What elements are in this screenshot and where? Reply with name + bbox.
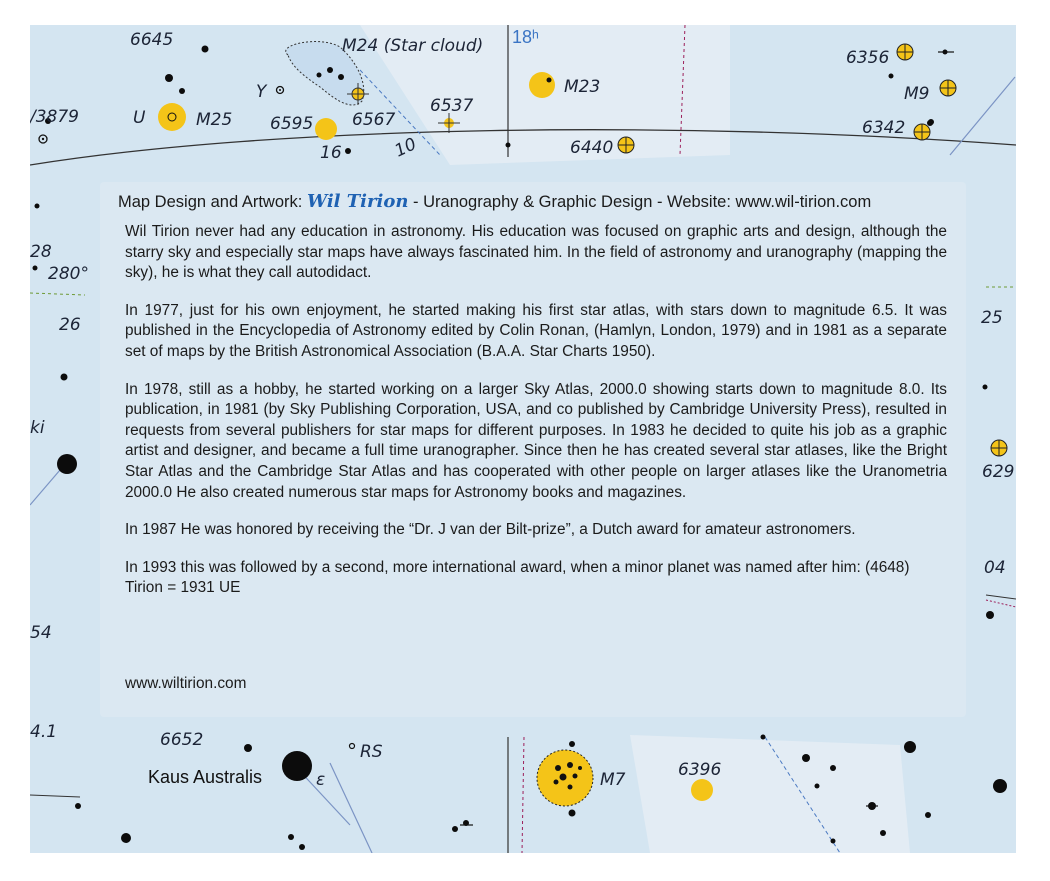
credit-line [118,191,871,212]
label-54: 54 [30,623,52,643]
label-280: 280° [48,264,89,284]
star [986,611,994,619]
star [904,741,916,753]
label-3879: /3879 [30,107,79,127]
star [925,812,931,818]
label-25-right: 25 [981,308,1003,328]
star-map [30,25,1016,853]
label-6356: 6356 [846,48,890,68]
star [35,204,40,209]
dashed-line [522,737,524,853]
globular-6342 [914,124,930,140]
star [802,754,810,762]
star [202,46,209,53]
star [830,765,836,771]
label-m7: M7 [600,770,626,790]
star [345,148,351,154]
label-6567: 6567 [352,110,396,130]
star [299,844,305,850]
label-m25: M25 [196,110,233,130]
star [338,74,344,80]
open-cluster [529,72,555,98]
star [317,73,322,78]
credit-prefix: Map Design and Artwork: [118,193,303,211]
label-u: U [133,108,146,128]
star [983,385,988,390]
label-epsilon: ε [316,770,326,790]
label-26: 26 [59,315,81,335]
star [452,826,458,832]
open-cluster [158,103,186,131]
label-kaus-australis: Kaus Australis [148,767,263,787]
label-ki: ki [30,418,45,438]
label-16: 16 [320,143,342,163]
bio-paragraph-1: Wil Tirion never had any education in astronomy. His education was focused on graphic arts and design, although the starry sky and especially star maps have always fascinated him. In the field of astronomy and uranography (mapping the sky), he is what they call autodidact. [125,223,947,282]
open-cluster [691,779,713,801]
star [33,266,38,271]
dashed-line [986,600,1016,607]
star [121,833,131,843]
open-cluster [315,118,337,140]
star [815,784,820,789]
star [165,74,173,82]
label-6293: 629 [982,462,1015,482]
label-6396: 6396 [678,760,722,780]
star [282,751,312,781]
star [831,839,836,844]
brand-wil-tirion: Wil Tirion [306,191,409,212]
constellation-line [950,77,1015,155]
boundary-line [986,595,1016,599]
globular-6293 [991,440,1007,456]
label-m24: M24 (Star cloud) [342,36,484,56]
label-ra-18h: 18ʰ [512,27,539,47]
label-4-1: 4.1 [30,722,58,742]
milky-way-patch [630,735,910,853]
bio-paragraph-5: In 1993 this was followed by a second, more international award, when a minor planet was named after him: (4648) Tirion = 1931 UE [125,558,910,597]
label-6342: 6342 [862,118,906,138]
label-m23: M23 [564,77,601,97]
label-rs: RS [360,742,383,762]
bio-paragraph-2: In 1977, just for his own enjoyment, he started making his first star atlas, with stars down to magnitude 6.5. It was published in the Encyclopedia of Astronomy edited by Colin Ronan, (Hamlyn, London, 1979) and in 1981 as a separate set of maps by the British Astronomical Association (B.A.A. Star Charts 1950). [125,301,947,360]
star [61,374,68,381]
website-text: www.wiltirion.com [125,675,247,692]
biography [125,222,947,616]
label-6645: 6645 [130,30,174,50]
star [880,830,886,836]
label-6440: 6440 [570,138,614,158]
star [244,744,252,752]
label-6595: 6595 [270,114,314,134]
star [179,88,185,94]
label-6537: 6537 [430,96,474,116]
bio-paragraph-3: In 1978, still as a hobby, he started working on a larger Sky Atlas, 2000.0 showing starts down to magnitude 8.0. Its publication, in 1981 (by Sky Publishing Corporation, USA, and co published by Cambridge University Press), resulted in requests from several publishers for star maps for different purposes. In 1983 he decided to quite his job as a graphic artist and designer, and became a full time uranographer. Since then he has created several star atlases, like the Bright Star Atlas and the Cambridge Star Atlas and has cooperated with other people on larger atlases like the Uranometria 2000.0 He also created numerous star maps for Astronomy books and magazines. [125,380,947,501]
cluster-star [547,78,552,83]
star [569,810,576,817]
constellation-line [330,763,372,853]
star [506,143,511,148]
label-y: Y [256,82,267,102]
globular-m9 [940,80,956,96]
globular-6356 [897,44,913,60]
star [569,741,575,747]
label-04: 04 [984,558,1006,578]
variable-star [279,89,281,91]
star [993,779,1007,793]
star [75,803,81,809]
dashed-line [30,293,85,295]
variable-star [350,744,355,749]
label-6652: 6652 [160,730,204,750]
bio-paragraph-4: In 1987 He was honored by receiving the “Dr. J van der Bilt-prize”, a Dutch award for amateur astronomers. [125,521,856,539]
globular-6440 [618,137,634,153]
label-28: 28 [30,242,52,262]
star [889,74,894,79]
label-10: 10 [391,134,420,162]
star [927,120,933,126]
credit-suffix: - Uranography & Graphic Design - Website: www.wil-tirion.com [413,193,872,211]
star [288,834,294,840]
star [761,735,766,740]
label-m9: M9 [904,84,930,104]
star [327,67,333,73]
variable-star [42,138,44,140]
boundary-line [30,795,80,797]
star [57,454,77,474]
